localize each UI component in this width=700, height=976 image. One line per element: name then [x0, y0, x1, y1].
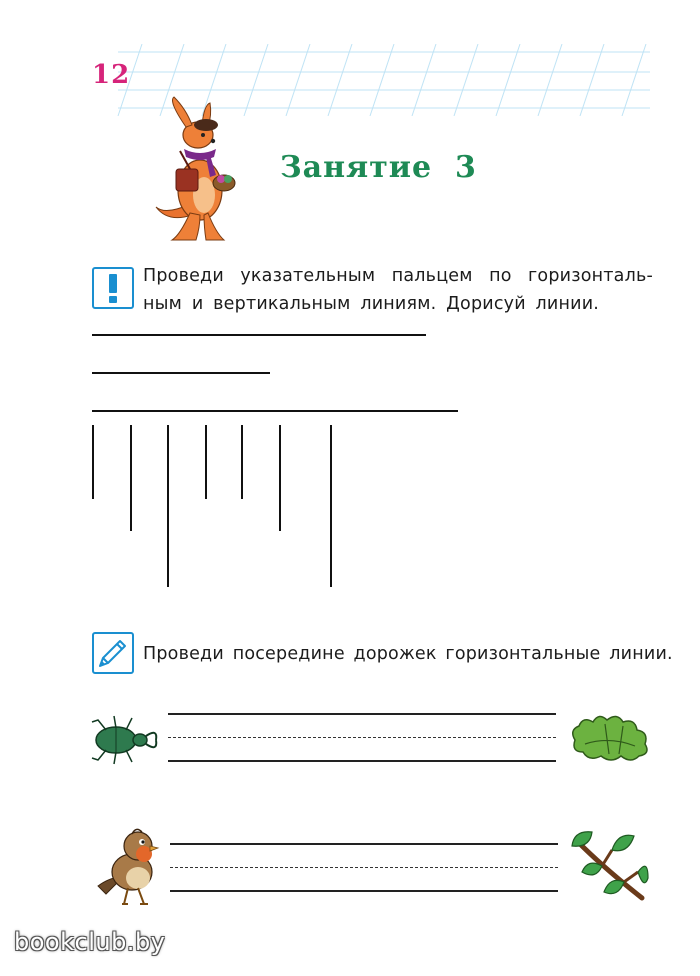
lesson-title: Занятие 3	[280, 150, 477, 185]
horizontal-line	[92, 372, 270, 374]
exclamation-icon	[92, 267, 134, 309]
bird-icon	[92, 824, 162, 908]
track-border-bottom	[168, 760, 556, 762]
horizontal-line	[92, 334, 426, 336]
pencil-icon	[92, 632, 134, 674]
vertical-line	[130, 425, 132, 531]
task2-instruction: Проведи посередине дорожек горизонтальные линии.	[143, 644, 673, 664]
task1-instruction-line2: ным и вертикальным линиям. Дорисуй линии.	[143, 294, 600, 314]
track-midline	[170, 867, 558, 868]
vertical-line	[205, 425, 207, 499]
task1-instruction-line1: Проведи указательным пальцем по горизонталь-	[143, 266, 653, 286]
page-number: 12	[92, 60, 131, 90]
vertical-line	[330, 425, 332, 587]
horizontal-line	[92, 410, 458, 412]
branch-icon	[568, 828, 650, 904]
track-border-top	[168, 713, 556, 715]
watermark: bookclub.by	[14, 928, 166, 956]
track-border-bottom	[170, 890, 558, 892]
kangaroo-icon	[150, 95, 250, 245]
track-border-top	[170, 843, 558, 845]
beetle-icon	[90, 710, 162, 766]
leaf-bush-icon	[565, 710, 657, 766]
vertical-line	[241, 425, 243, 499]
vertical-line	[92, 425, 94, 499]
vertical-line	[167, 425, 169, 587]
track-midline	[168, 737, 556, 738]
vertical-line	[279, 425, 281, 531]
